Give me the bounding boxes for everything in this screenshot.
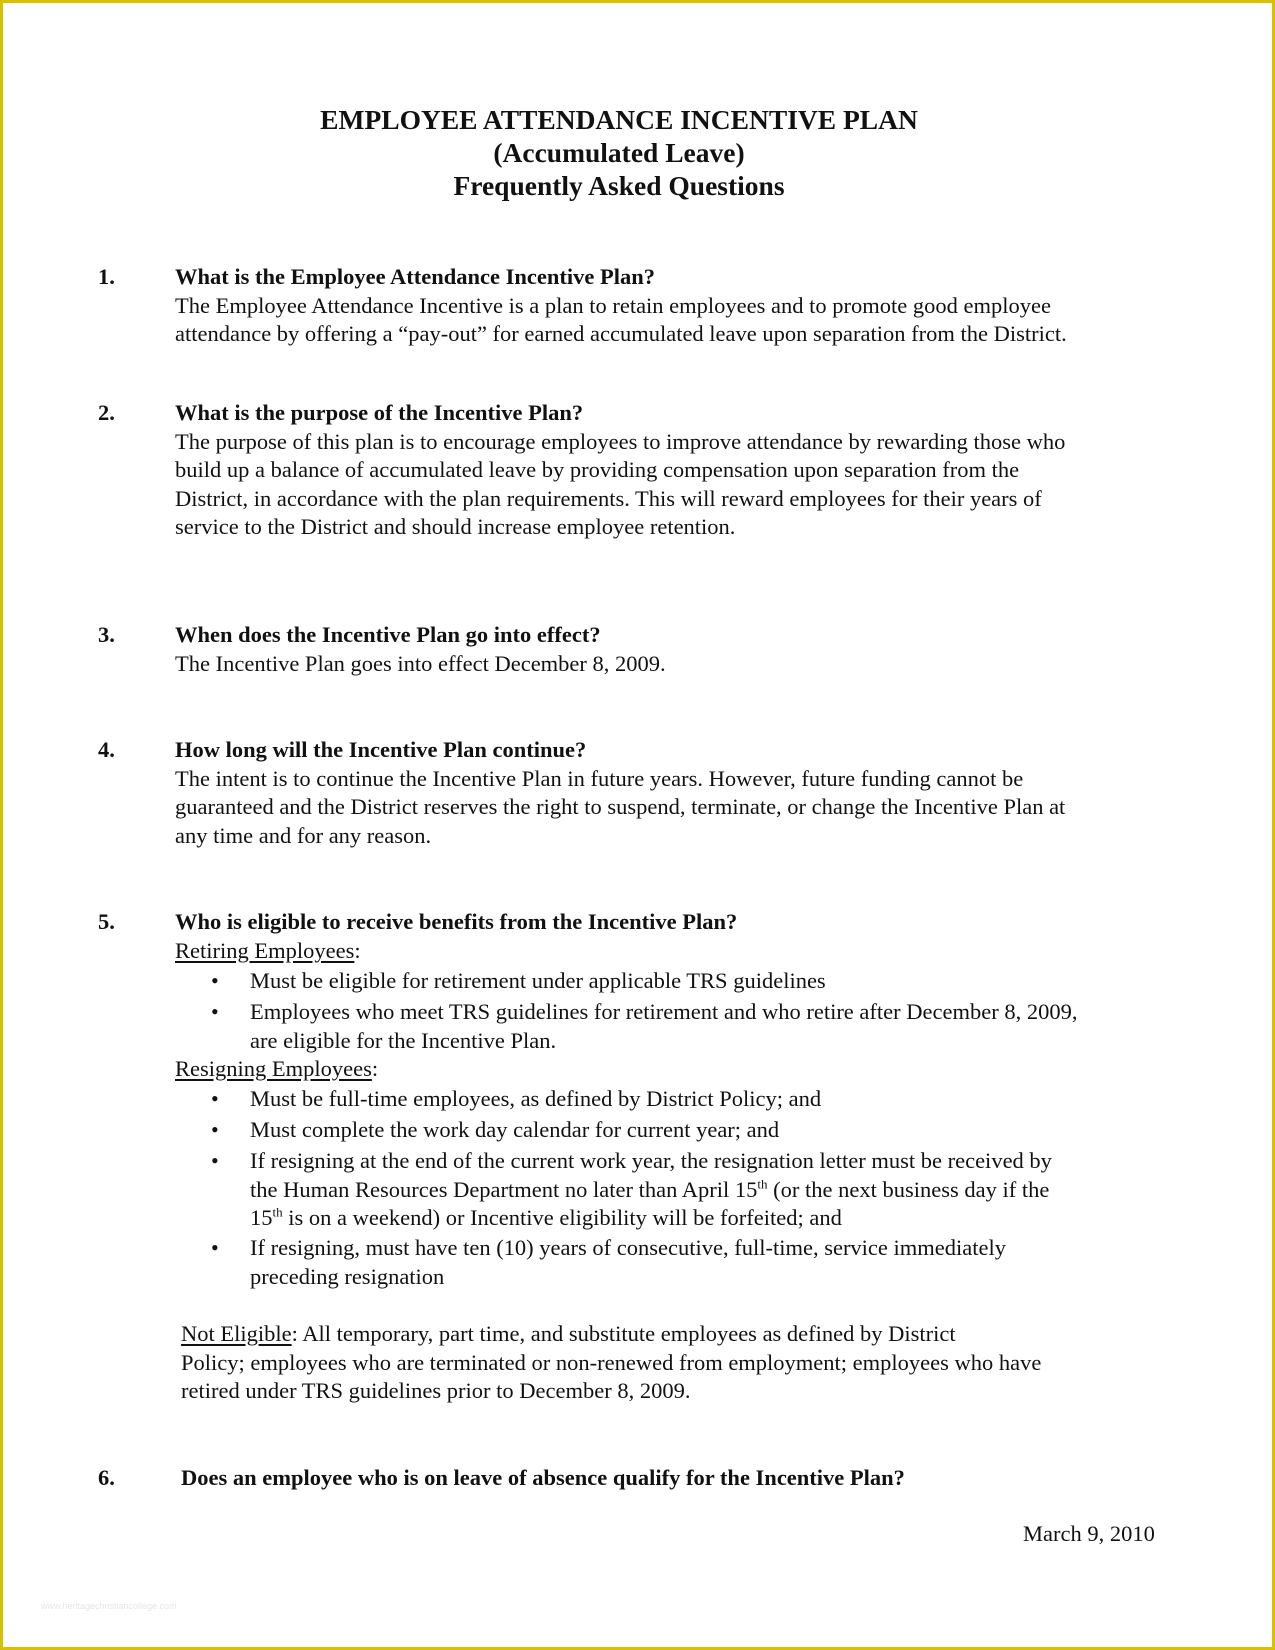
title-line-3: Frequently Asked Questions xyxy=(453,170,785,201)
question-heading: Who is eligible to receive benefits from the Incentive Plan? xyxy=(175,909,738,934)
text-run: (or the next business day if the xyxy=(767,1176,1050,1202)
question-heading: What is the Employee Attendance Incentive Plan? xyxy=(175,264,655,289)
answer-line: The Incentive Plan goes into effect December 8, 2009. xyxy=(175,650,666,676)
list-item-line xyxy=(250,1176,1200,1205)
list-item-text xyxy=(250,998,1200,1055)
list-item-line: Must be full-time employees, as defined by District Policy; and xyxy=(250,1086,822,1111)
question-number: 6. xyxy=(98,1465,115,1490)
question-heading: What is the purpose of the Incentive Plan? xyxy=(175,400,584,425)
list-item-line: If resigning, must have ten (10) years of consecutive, full-time, service immediately xyxy=(250,1235,1007,1260)
answer-line: service to the District and should increase employee retention. xyxy=(175,514,736,539)
ordinal-suffix: th xyxy=(757,1176,768,1191)
document-title xyxy=(3,103,1235,202)
list-item-text xyxy=(250,1116,1200,1145)
bullet-icon: • xyxy=(211,1086,219,1111)
label-colon: : xyxy=(354,938,361,963)
question-heading: When does the Incentive Plan go into effect? xyxy=(175,622,601,647)
bullet-icon: • xyxy=(211,1117,219,1142)
answer-line: The intent is to continue the Incentive Plan in future years. However, future funding cannot be xyxy=(175,765,1024,791)
title-line-2: (Accumulated Leave) xyxy=(493,137,745,168)
question-number: 3. xyxy=(98,622,115,647)
question-number: 5. xyxy=(98,909,115,934)
answer-line: District, in accordance with the plan requirements. This will reward employees for their years of xyxy=(175,485,1042,511)
answer-line: attendance by offering a “pay-out” for earned accumulated leave upon separation from the District. xyxy=(175,321,1067,346)
retiring-label xyxy=(175,937,361,966)
bullet-icon: • xyxy=(211,1235,219,1260)
retiring-label-text: Retiring Employees xyxy=(175,938,355,963)
paragraph-line: Policy; employees who are terminated or non-renewed from employment; employees who have xyxy=(181,1349,1042,1375)
list-item-text xyxy=(250,1085,1200,1114)
answer-line: any time and for any reason. xyxy=(175,822,432,848)
resigning-label xyxy=(175,1055,378,1084)
list-item-line: preceding resignation xyxy=(250,1263,445,1289)
text-run: 15 xyxy=(250,1205,273,1230)
answer-line: The purpose of this plan is to encourage employees to improve attendance by rewarding those who xyxy=(175,428,1066,454)
paragraph-line: retired under TRS guidelines prior to December 8, 2009. xyxy=(181,1378,691,1403)
bullet-icon: • xyxy=(211,999,219,1024)
text-run: is on a weekend) or Incentive eligibility will be forfeited; and xyxy=(282,1205,842,1230)
label-colon: : xyxy=(371,1056,379,1081)
answer-line: The Employee Attendance Incentive is a plan to retain employees and to promote good employee xyxy=(175,292,1051,318)
list-item-line: Must be eligible for retirement under applicable TRS guidelines xyxy=(250,968,826,993)
ordinal-suffix: th xyxy=(272,1204,283,1220)
question-answer xyxy=(175,292,1175,349)
question-number: 1. xyxy=(98,264,115,289)
question-number: 2. xyxy=(98,400,115,425)
list-item-line: Employees who meet TRS guidelines for retirement and who retire after December 8, 2009, xyxy=(250,999,1078,1024)
text-run: : All temporary, part time, and substitute employees as defined by District xyxy=(291,1321,956,1346)
question-answer xyxy=(175,765,1175,851)
list-item-line: If resigning at the end of the current work year, the resignation letter must be received by xyxy=(250,1148,1052,1173)
resigning-label-text: Resigning Employees xyxy=(175,1056,372,1081)
list-item-line: are eligible for the Incentive Plan. xyxy=(250,1027,557,1053)
question-answer xyxy=(175,428,1175,542)
watermark: www.heritagechristiancollege.com xyxy=(41,1601,177,1611)
not-eligible-paragraph xyxy=(181,1320,1181,1406)
document-date: March 9, 2010 xyxy=(1023,1521,1155,1546)
list-item-text xyxy=(250,967,1200,996)
question-answer xyxy=(175,650,1175,679)
paragraph-line xyxy=(181,1320,1181,1349)
list-item-text xyxy=(250,1234,1200,1291)
text-run: the Human Resources Department no later than April 15 xyxy=(250,1176,758,1202)
bullet-icon: • xyxy=(211,968,219,993)
not-eligible-label: Not Eligible xyxy=(181,1321,292,1346)
question-heading: Does an employee who is on leave of absence qualify for the Incentive Plan? xyxy=(181,1465,905,1490)
bullet-icon: • xyxy=(211,1148,219,1173)
question-number: 4. xyxy=(98,737,115,762)
question-heading: How long will the Incentive Plan continue? xyxy=(175,737,587,762)
answer-line: guaranteed and the District reserves the right to suspend, terminate, or change the Incentive Plan at xyxy=(175,794,1066,819)
list-item-text xyxy=(250,1147,1200,1233)
list-item-line: Must complete the work day calendar for current year; and xyxy=(250,1117,780,1142)
title-line-1: EMPLOYEE ATTENDANCE INCENTIVE PLAN xyxy=(320,104,918,135)
answer-line: build up a balance of accumulated leave by providing compensation upon separation from the xyxy=(175,457,1020,482)
list-item-line xyxy=(250,1204,1200,1233)
